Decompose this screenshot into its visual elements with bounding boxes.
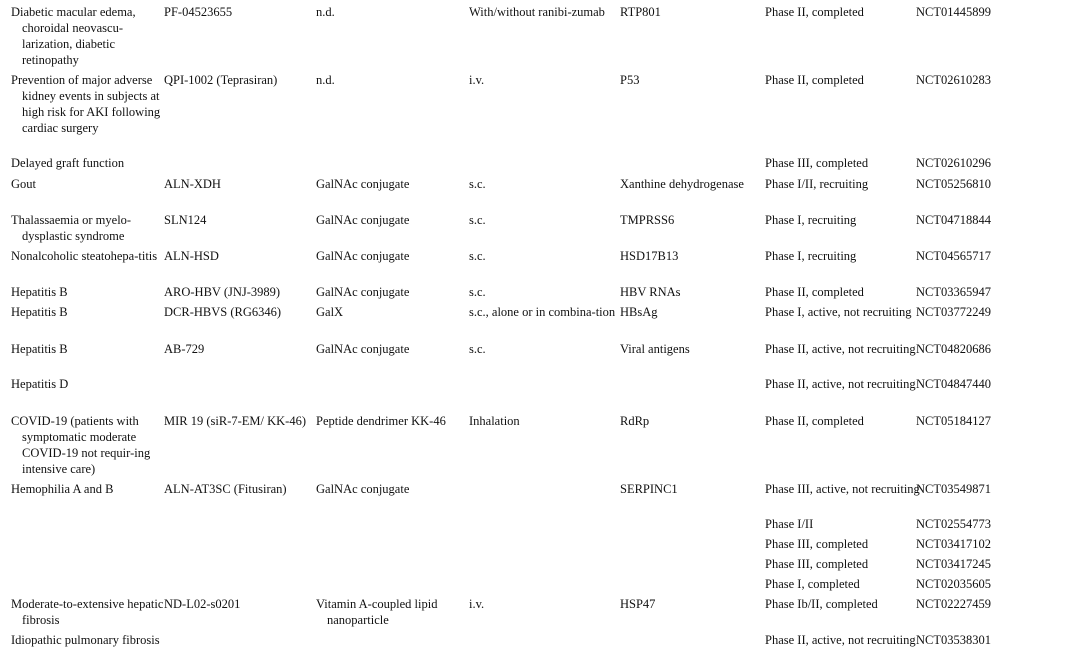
- cell-administration: s.c.: [469, 177, 486, 191]
- cell-status: Phase I, recruiting: [765, 249, 857, 263]
- cell-status: Phase II, active, not recruiting: [765, 377, 916, 391]
- cell-trial-id: NCT03549871: [916, 482, 991, 496]
- cell-target: RdRp: [620, 414, 650, 428]
- cell-delivery: GalX: [316, 305, 344, 319]
- cell-administration: i.v.: [469, 73, 485, 87]
- cell-delivery: GalNAc conjugate: [316, 482, 410, 496]
- cell-administration: s.c.: [469, 249, 486, 263]
- cell-condition: Hepatitis B: [11, 342, 68, 356]
- cell-status: Phase I/II, recruiting: [765, 177, 869, 191]
- cell-drug: ARO-HBV (JNJ-3989): [164, 285, 281, 299]
- cell-trial-id: NCT03538301: [916, 633, 991, 647]
- cell-drug: PF-04523655: [164, 5, 233, 19]
- cell-trial-id: NCT03772249: [916, 305, 991, 319]
- cell-target: HBV RNAs: [620, 285, 681, 299]
- cell-trial-id: NCT04820686: [916, 342, 991, 356]
- cell-delivery: Vitamin A-coupled lipid nanoparticle: [316, 597, 438, 627]
- cell-status: Phase I, completed: [765, 577, 860, 591]
- cell-condition: Thalassaemia or myelo-dysplastic syndrome: [11, 213, 132, 243]
- cell-status: Phase III, completed: [765, 537, 869, 551]
- cell-drug: QPI-1002 (Teprasiran): [164, 73, 278, 87]
- cell-condition: Delayed graft function: [11, 156, 125, 170]
- cell-condition: Hemophilia A and B: [11, 482, 114, 496]
- cell-drug: MIR 19 (siR-7-EM/ KK-46): [164, 414, 307, 428]
- cell-delivery: GalNAc conjugate: [316, 285, 410, 299]
- cell-target: RTP801: [620, 5, 661, 19]
- cell-drug: ALN-XDH: [164, 177, 221, 191]
- cell-status: Phase I, active, not recruiting: [765, 305, 912, 319]
- cell-delivery: GalNAc conjugate: [316, 342, 410, 356]
- cell-condition: Prevention of major adverse kidney events in subjects at high risk for AKI following cardiac surgery: [11, 73, 161, 135]
- cell-trial-id: NCT01445899: [916, 5, 991, 19]
- cell-trial-id: NCT02035605: [916, 577, 991, 591]
- cell-delivery: GalNAc conjugate: [316, 213, 410, 227]
- cell-delivery: n.d.: [316, 73, 335, 87]
- cell-status: Phase III, completed: [765, 557, 869, 571]
- cell-trial-id: NCT05184127: [916, 414, 991, 428]
- cell-trial-id: NCT04565717: [916, 249, 991, 263]
- cell-administration: s.c.: [469, 285, 486, 299]
- cell-trial-id: NCT04847440: [916, 377, 991, 391]
- cell-administration: s.c.: [469, 342, 486, 356]
- cell-drug: ALN-HSD: [164, 249, 219, 263]
- cell-trial-id: NCT04718844: [916, 213, 991, 227]
- cell-condition: COVID-19 (patients with symptomatic moderate COVID-19 not requir-ing intensive care): [11, 414, 151, 476]
- cell-administration: s.c.: [469, 213, 486, 227]
- cell-delivery: Peptide dendrimer KK-46: [316, 414, 446, 428]
- cell-target: Viral antigens: [620, 342, 690, 356]
- cell-delivery: GalNAc conjugate: [316, 177, 410, 191]
- cell-trial-id: NCT02610296: [916, 156, 991, 170]
- cell-target: TMPRSS6: [620, 213, 675, 227]
- cell-trial-id: NCT02227459: [916, 597, 991, 611]
- cell-status: Phase II, completed: [765, 73, 864, 87]
- cell-drug: SLN124: [164, 213, 207, 227]
- cell-status: Phase II, completed: [765, 414, 864, 428]
- cell-administration: i.v.: [469, 597, 485, 611]
- cell-trial-id: NCT03365947: [916, 285, 991, 299]
- cell-condition: Diabetic macular edema, choroidal neovascu-larization, diabetic retinopathy: [11, 5, 136, 67]
- cell-status: Phase II, completed: [765, 5, 864, 19]
- cell-status: Phase III, active, not recruiting: [765, 482, 920, 496]
- cell-target: SERPINC1: [620, 482, 678, 496]
- cell-trial-id: NCT03417102: [916, 537, 991, 551]
- cell-status: Phase I/II: [765, 517, 814, 531]
- cell-status: Phase I, recruiting: [765, 213, 857, 227]
- cell-delivery: GalNAc conjugate: [316, 249, 410, 263]
- cell-trial-id: NCT05256810: [916, 177, 991, 191]
- cell-administration: With/without ranibi-zumab: [469, 5, 605, 19]
- cell-condition: Nonalcoholic steatohepa-titis: [11, 249, 158, 263]
- cell-target: HSP47: [620, 597, 656, 611]
- cell-condition: Hepatitis D: [11, 377, 69, 391]
- cell-status: Phase II, active, not recruiting: [765, 633, 916, 647]
- cell-condition: Gout: [11, 177, 36, 191]
- cell-delivery: n.d.: [316, 5, 335, 19]
- cell-drug: DCR-HBVS (RG6346): [164, 305, 282, 319]
- cell-drug: ND-L02-s0201: [164, 597, 241, 611]
- cell-drug: ALN-AT3SC (Fitusiran): [164, 482, 287, 496]
- cell-status: Phase II, active, not recruiting: [765, 342, 916, 356]
- cell-trial-id: NCT02554773: [916, 517, 991, 531]
- cell-administration: s.c., alone or in combina-tion: [469, 305, 616, 319]
- cell-target: HSD17B13: [620, 249, 679, 263]
- cell-condition: Hepatitis B: [11, 285, 68, 299]
- cell-status: Phase II, completed: [765, 285, 864, 299]
- cell-condition: Moderate-to-extensive hepatic fibrosis: [11, 597, 164, 627]
- cell-status: Phase Ib/II, completed: [765, 597, 878, 611]
- cell-target: HBsAg: [620, 305, 658, 319]
- cell-target: P53: [620, 73, 640, 87]
- cell-trial-id: NCT02610283: [916, 73, 991, 87]
- cell-drug: AB-729: [164, 342, 205, 356]
- cell-condition: Hepatitis B: [11, 305, 68, 319]
- cell-status: Phase III, completed: [765, 156, 869, 170]
- cell-trial-id: NCT03417245: [916, 557, 991, 571]
- cell-administration: Inhalation: [469, 414, 520, 428]
- cell-condition: Idiopathic pulmonary fibrosis: [11, 633, 160, 647]
- cell-target: Xanthine dehydrogenase: [620, 177, 744, 191]
